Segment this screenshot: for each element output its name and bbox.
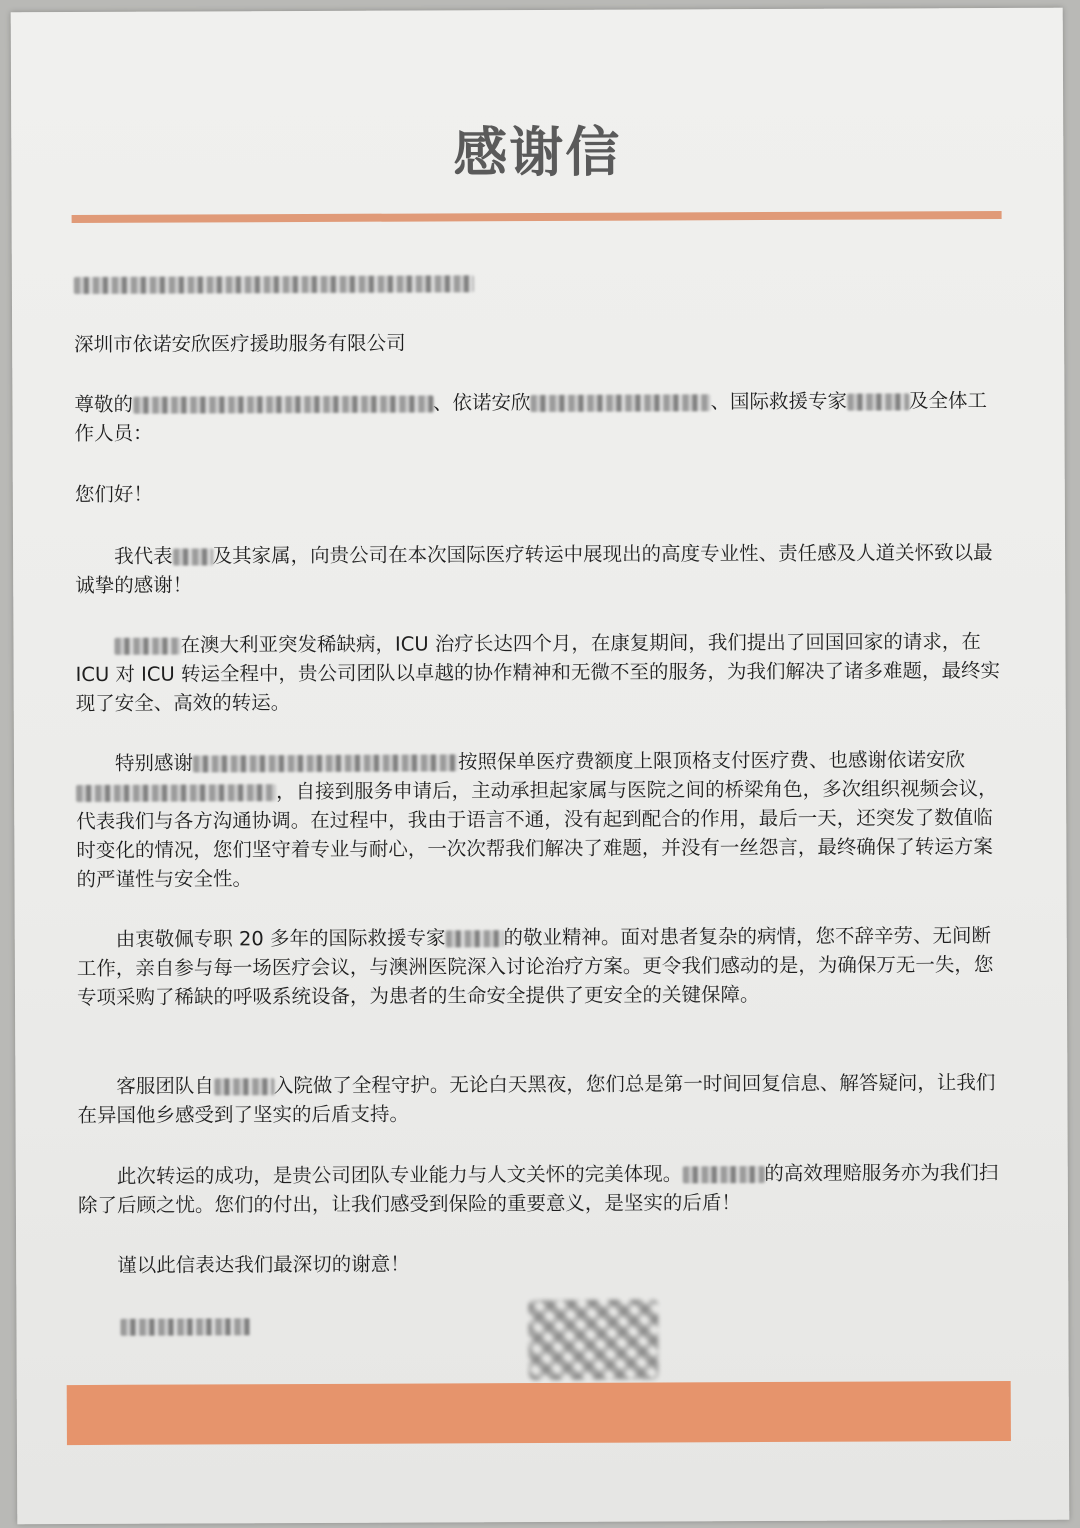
closing-line: 谨以此信表达我们最深切的谢意！: [117, 1252, 410, 1277]
greeting: 您们好！: [74, 482, 153, 507]
paragraph-2: 在澳大利亚突发稀缺病，ICU 治疗长达四个月，在康复期间，我们提出了回国回家的请求，在 ICU 对 ICU 转运全程中，贵公司团队以卓越的协作精神和无微不至的服务，为我们解决了诸多难题，最终实现了安全、高效的转运。: [75, 630, 1001, 716]
redacted-date: [120, 1311, 320, 1341]
redacted-text: [530, 394, 710, 412]
redacted-signature: [528, 1299, 658, 1380]
redacted-header-line: [74, 266, 1002, 299]
salutation: 尊敬的 、依诺安欣 、国际救援专家 及全体工作人员：: [74, 389, 988, 446]
paragraph-6: 此次转运的成功，是贵公司团队专业能力与人文关怀的完美体现。 的高效理赔服务亦为我们扫除了后顾之忧。您们的付出，让我们感受到保险的重要意义，是坚实的后盾！: [77, 1161, 999, 1218]
redacted-text: [682, 1166, 764, 1183]
paragraph-5: 客服团队自 入院做了全程守护。无论白天黑夜，您们总是第一时间回复信息、解答疑问，让我们在异国他乡感受到了坚实的后盾支持。: [77, 1071, 996, 1128]
redacted-text: [193, 754, 458, 772]
redacted-text: [76, 784, 276, 802]
footer-band: [67, 1381, 1011, 1445]
title-underline: [72, 211, 1002, 223]
redacted-text: [173, 548, 213, 565]
paragraph-4: 由衷敬佩专职 20 多年的国际救援专家 的敬业精神。面对患者复杂的病情，您不辞辛劳、无间断工作，亲自参与每一场医疗会议，与澳洲医院深入讨论治疗方案。更令我们感动的是，为确保万无一失，您专项采购了稀缺的呼吸系统设备，为患者的生命安全提供了更安全的关键保障。: [76, 924, 994, 1010]
redacted-text: [120, 1318, 250, 1336]
redacted-text: [445, 930, 503, 947]
redacted-text: [74, 275, 474, 294]
redacted-text: [847, 393, 909, 410]
recipient-company: 深圳市依诺安欣医疗援助服务有限公司: [74, 331, 406, 357]
letter-page: [11, 8, 1070, 1525]
paragraph-1: 我代表 及其家属，向贵公司在本次国际医疗转运中展现出的高度专业性、责任感及人道关怀致以最诚挚的感谢！: [75, 541, 993, 598]
redacted-text: [114, 638, 180, 655]
redacted-text: [133, 395, 433, 413]
redacted-text: [214, 1078, 274, 1095]
paragraph-3: 特别感谢 按照保单医疗费额度上限顶格支付医疗费、也感谢依诺安欣，自接到服务申请后，主动承担起家属与医院之间的桥梁角色，多次组织视频会议，代表我们与各方沟通协调。在过程中，我由于语言不通，没有起到配合的作用，最后一天，还突发了数值临时变化的情况，您们坚守着专业与耐心，一次次帮我们解决了难题，并没有一丝怨言，最终确保了转运方案的严谨性与安全性。: [76, 748, 998, 892]
letter-title: 感谢信: [453, 120, 622, 185]
